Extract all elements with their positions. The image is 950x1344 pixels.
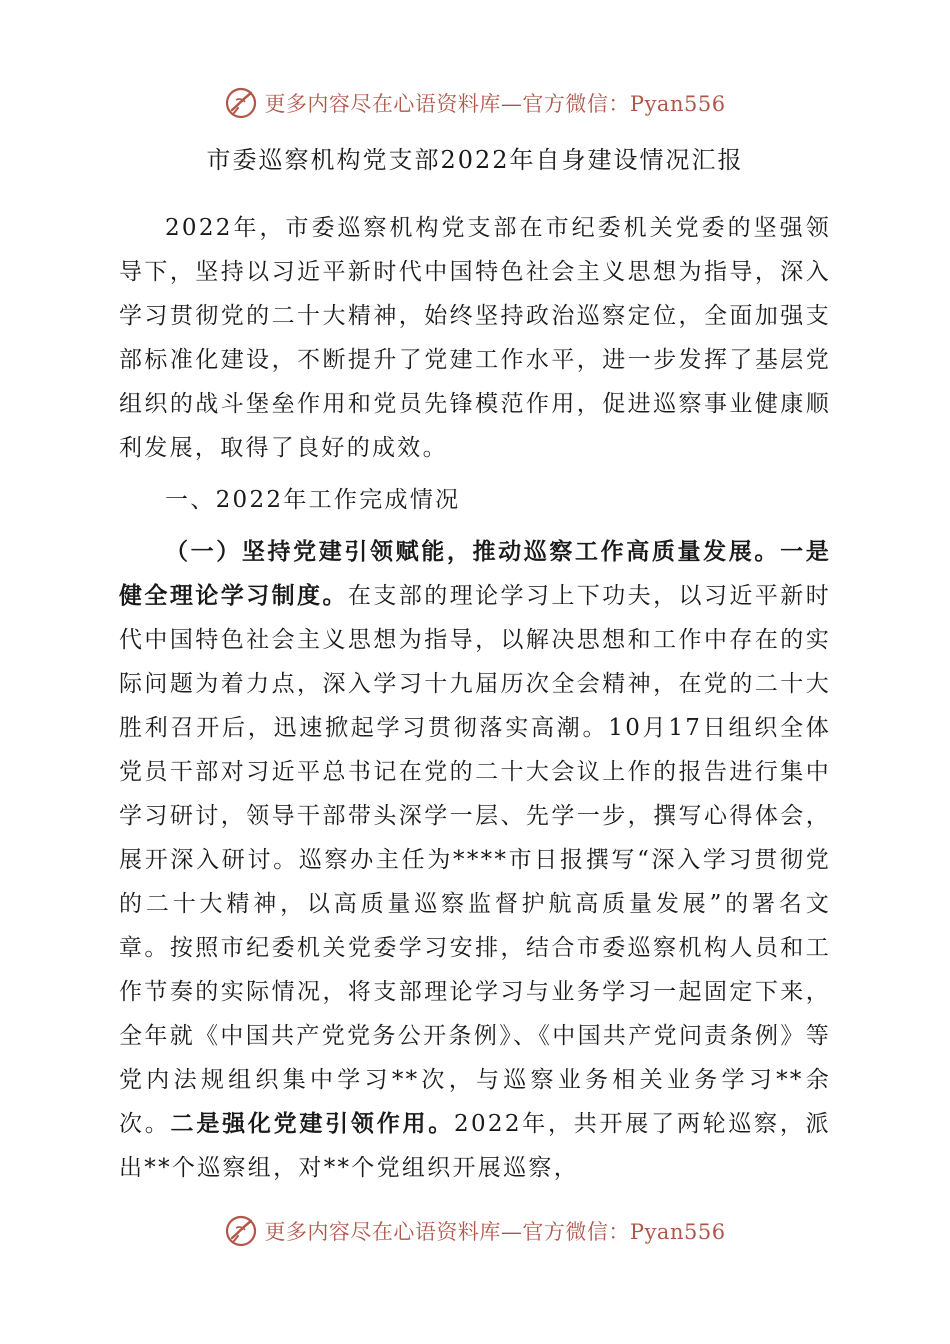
watermark-footer xyxy=(0,1211,950,1251)
document-title: 市委巡察机构党支部2022年自身建设情况汇报 xyxy=(206,146,744,174)
section1-heading: （一）坚持党建引领赋能，推动巡察工作高质量发展。 xyxy=(165,538,781,565)
point1-text: 在支部的理论学习上下功夫，以习近平新时代中国特色社会主义思想为指导，以解决思想和工作中存在的实际问题为着力点，深入学习十九届历次全会精神，在党的二十大胜利召开后，迅速掀起学习贯彻落实高潮。10月17日组织全体党员干部对习近平总书记在党的二十大会议上作的报告进行集中学习研讨，领导干部带头深学一层、先学一步，撰写心得体会，展开深入研讨。巡察办主任为****市日报撰写“深入学习贯彻党的二十大精神，以高质量巡察监督护航高质量发展”的署名文章。按照市纪委机关党委学习安排，结合市委巡察机构人员和工作节奏的实际情况，将支部理论学习与业务学习一起固定下来，全年就《中国共产党党务公开条例》、《中国共产党问责条例》等党内法规组织集中学习**次，与巡察业务相关业务学习**余次。 xyxy=(119,583,832,1137)
watermark-text: 更多内容尽在心语资料库—官方微信：Pyan556 xyxy=(264,1220,726,1244)
section1-paragraph xyxy=(119,530,831,1190)
watermark-text: 更多内容尽在心语资料库—官方微信：Pyan556 xyxy=(264,92,726,116)
section-heading: 一、2022年工作完成情况 xyxy=(165,487,461,513)
document-body xyxy=(119,206,831,1190)
intro-paragraph: 2022年，市委巡察机构党支部在市纪委机关党委的坚强领导下，坚持以习近平新时代中国特色社会主义思想为指导，深入学习贯彻党的二十大精神，始终坚持政治巡察定位，全面加强支部标准化建设，不断提升了党建工作水平，进一步发挥了基层党组织的战斗堡垒作用和党员先锋模范作用，促进巡察事业健康顺利发展，取得了良好的成效。 xyxy=(119,215,831,461)
point2-label: 二是强化党建引领作用。 xyxy=(170,1110,455,1137)
point2-text: 2022年，共开展了两轮巡察，派出**个巡察组，对**个党组织开展巡察， xyxy=(119,1111,831,1181)
point1-label: 一是健全理论学习制度。 xyxy=(119,538,831,609)
pen-seal-icon xyxy=(224,1214,258,1248)
pen-seal-icon xyxy=(224,86,258,120)
watermark-header xyxy=(0,83,950,123)
